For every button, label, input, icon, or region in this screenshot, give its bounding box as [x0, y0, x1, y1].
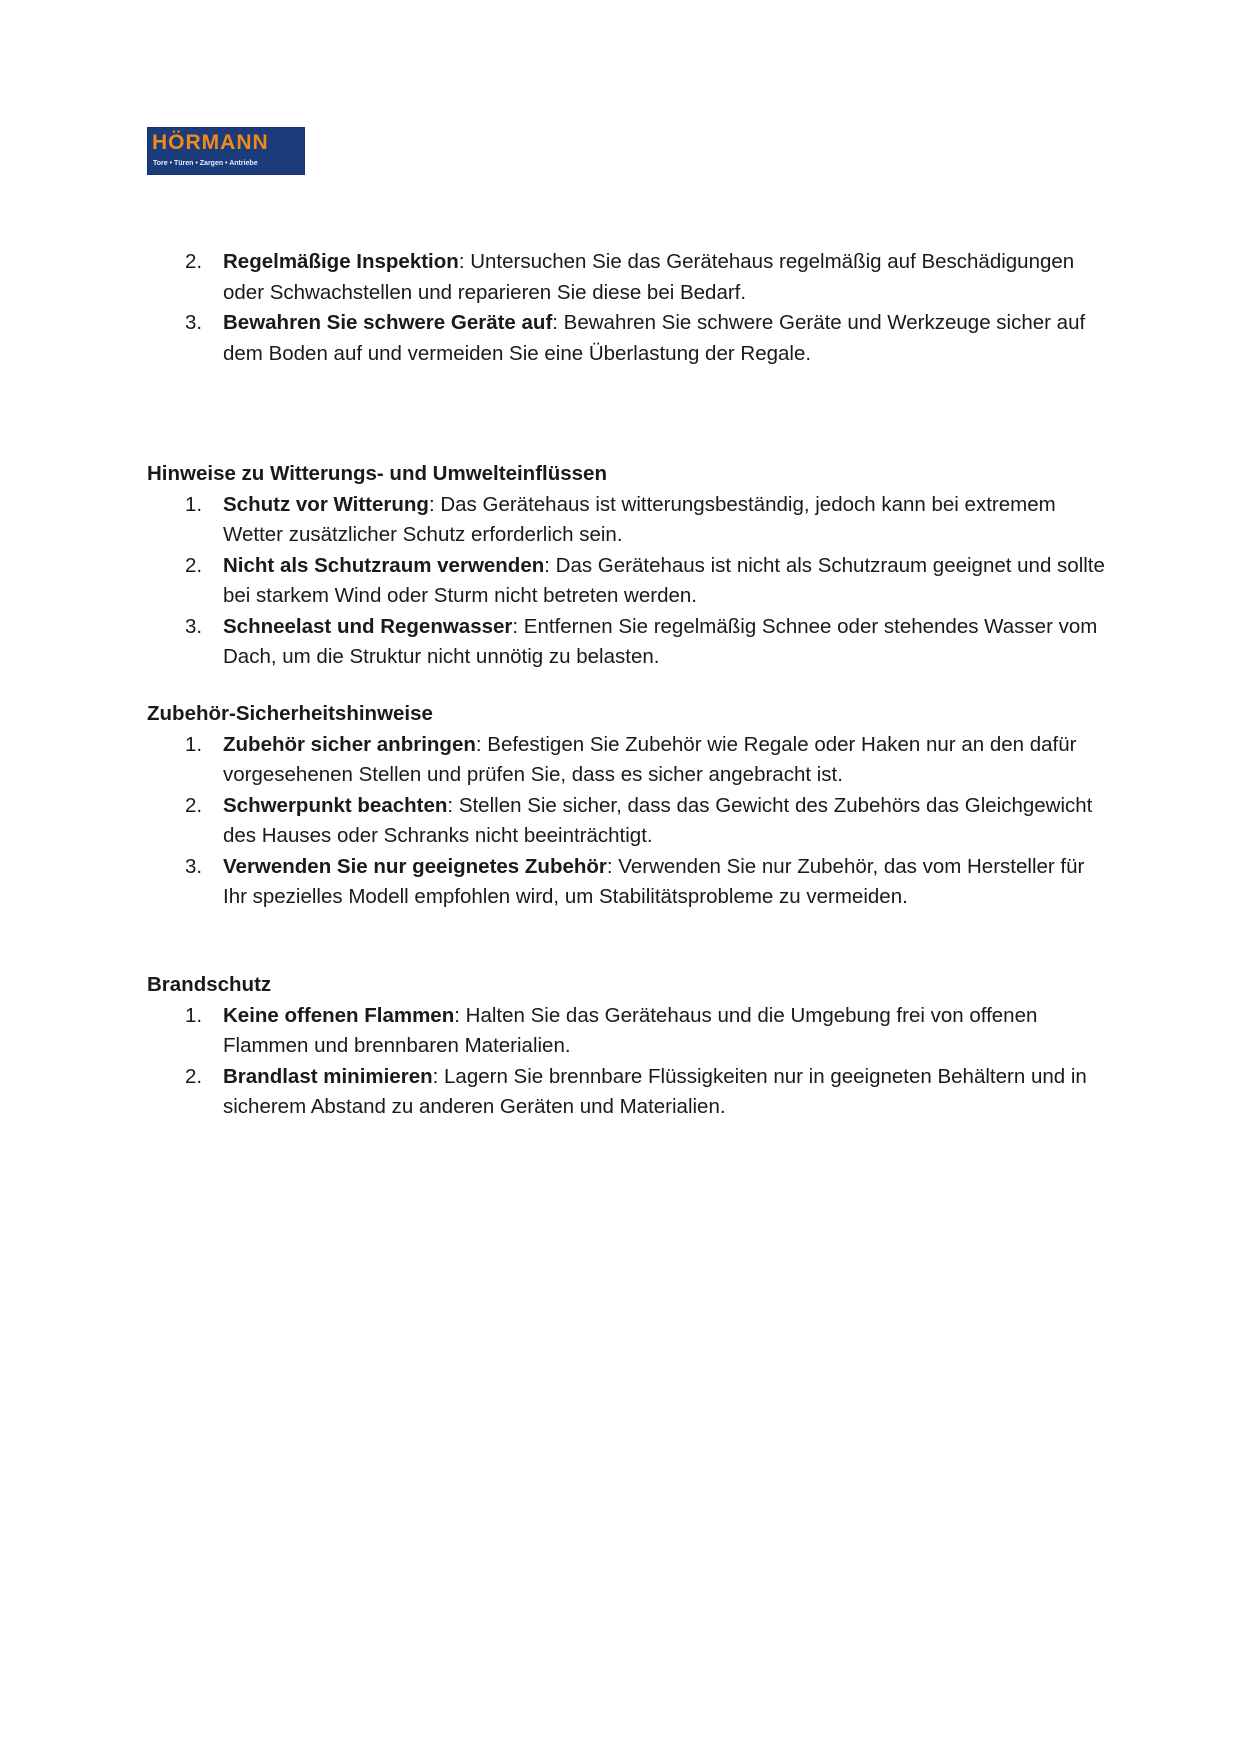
- list-item-text: : Das Gerätehaus ist nicht als Schutzraum geeignet und sollte bei starkem Wind oder Sturm nicht betreten werden.: [223, 553, 1105, 607]
- list-item-term: Bewahren Sie schwere Geräte auf: [223, 311, 553, 334]
- list-number: 2.: [185, 250, 203, 273]
- list-item: [147, 852, 1107, 913]
- list-item-text: : Halten Sie das Gerätehaus und die Umgebung frei von offenen Flammen und brennbaren Materialien.: [223, 1003, 1038, 1057]
- list-item: [147, 247, 1107, 308]
- list-number: 1.: [185, 492, 203, 516]
- list-item-term: Verwenden Sie nur geeignetes Zubehör: [223, 854, 607, 878]
- section-fire-protection: [147, 970, 1107, 1123]
- list-number: 3.: [185, 311, 203, 334]
- logo-tagline: Tore • Türen • Zargen • Antriebe: [153, 160, 258, 167]
- list-item: [147, 490, 1107, 551]
- list-item: [147, 791, 1107, 852]
- list-item-term: Regelmäßige Inspektion: [223, 250, 459, 273]
- list-item-text: : Stellen Sie sicher, dass das Gewicht des Zubehörs das Gleichgewicht des Hauses oder Schranks nicht beeinträchtigt.: [223, 793, 1093, 847]
- list-number: 2.: [185, 553, 203, 577]
- numbered-list: [147, 1001, 1107, 1123]
- numbered-list: [147, 490, 1107, 673]
- list-item-term: Brandlast minimieren: [223, 1064, 433, 1088]
- section-heading: Brandschutz: [147, 973, 272, 996]
- list-item: [147, 730, 1107, 791]
- list-item: [147, 308, 1107, 369]
- section-weather: [147, 459, 1107, 673]
- list-item-text: : Bewahren Sie schwere Geräte und Werkzeuge sicher auf dem Boden auf und vermeiden Sie eine Überlastung der Regale.: [223, 311, 1086, 365]
- list-item-term: Schneelast und Regenwasser: [223, 614, 513, 638]
- list-item-text: : Das Gerätehaus ist witterungsbeständig, jedoch kann bei extremem Wetter zusätzlicher Schutz erforderlich sein.: [223, 492, 1056, 546]
- list-number: 3.: [185, 614, 203, 638]
- list-number: 2.: [185, 1064, 203, 1088]
- list-item-term: Schutz vor Witterung: [223, 492, 429, 516]
- list-item-term: Schwerpunkt beachten: [223, 793, 448, 817]
- section-heading: Zubehör-Sicherheitshinweise: [147, 702, 433, 725]
- section-accessories: [147, 699, 1107, 913]
- hoermann-logo: [147, 127, 305, 175]
- list-item-text: : Untersuchen Sie das Gerätehaus regelmäßig auf Beschädigungen oder Schwachstellen und reparieren Sie diese bei Bedarf.: [223, 250, 1075, 304]
- list-number: 1.: [185, 732, 203, 756]
- list-item-text: : Lagern Sie brennbare Flüssigkeiten nur in geeigneten Behältern und in sicherem Abstand zu anderen Geräten und Materialien.: [223, 1064, 1087, 1118]
- list-item: [147, 551, 1107, 612]
- list-item: [147, 1001, 1107, 1062]
- numbered-list: [147, 730, 1107, 913]
- list-item-term: Zubehör sicher anbringen: [223, 732, 476, 756]
- numbered-list: [147, 247, 1107, 369]
- section-heading: Hinweise zu Witterungs- und Umwelteinflüssen: [147, 462, 607, 485]
- list-number: 3.: [185, 854, 203, 878]
- list-item-term: Keine offenen Flammen: [223, 1003, 455, 1027]
- logo-brand-name: HÖRMANN: [152, 131, 269, 154]
- list-item: [147, 612, 1107, 673]
- list-number: 2.: [185, 793, 203, 817]
- section-maintenance-continued: [147, 247, 1107, 369]
- list-item: [147, 1062, 1107, 1123]
- list-item-text: : Entfernen Sie regelmäßig Schnee oder stehendes Wasser vom Dach, um die Struktur nicht unnötig zu belasten.: [223, 614, 1098, 668]
- list-item-term: Nicht als Schutzraum verwenden: [223, 553, 545, 577]
- list-item-text: : Befestigen Sie Zubehör wie Regale oder Haken nur an den dafür vorgesehenen Stellen und prüfen Sie, dass es sicher angebracht ist.: [223, 732, 1077, 786]
- list-item-text: : Verwenden Sie nur Zubehör, das vom Hersteller für Ihr spezielles Modell empfohlen wird, um Stabilitätsprobleme zu vermeiden.: [223, 854, 1085, 908]
- list-number: 1.: [185, 1003, 203, 1027]
